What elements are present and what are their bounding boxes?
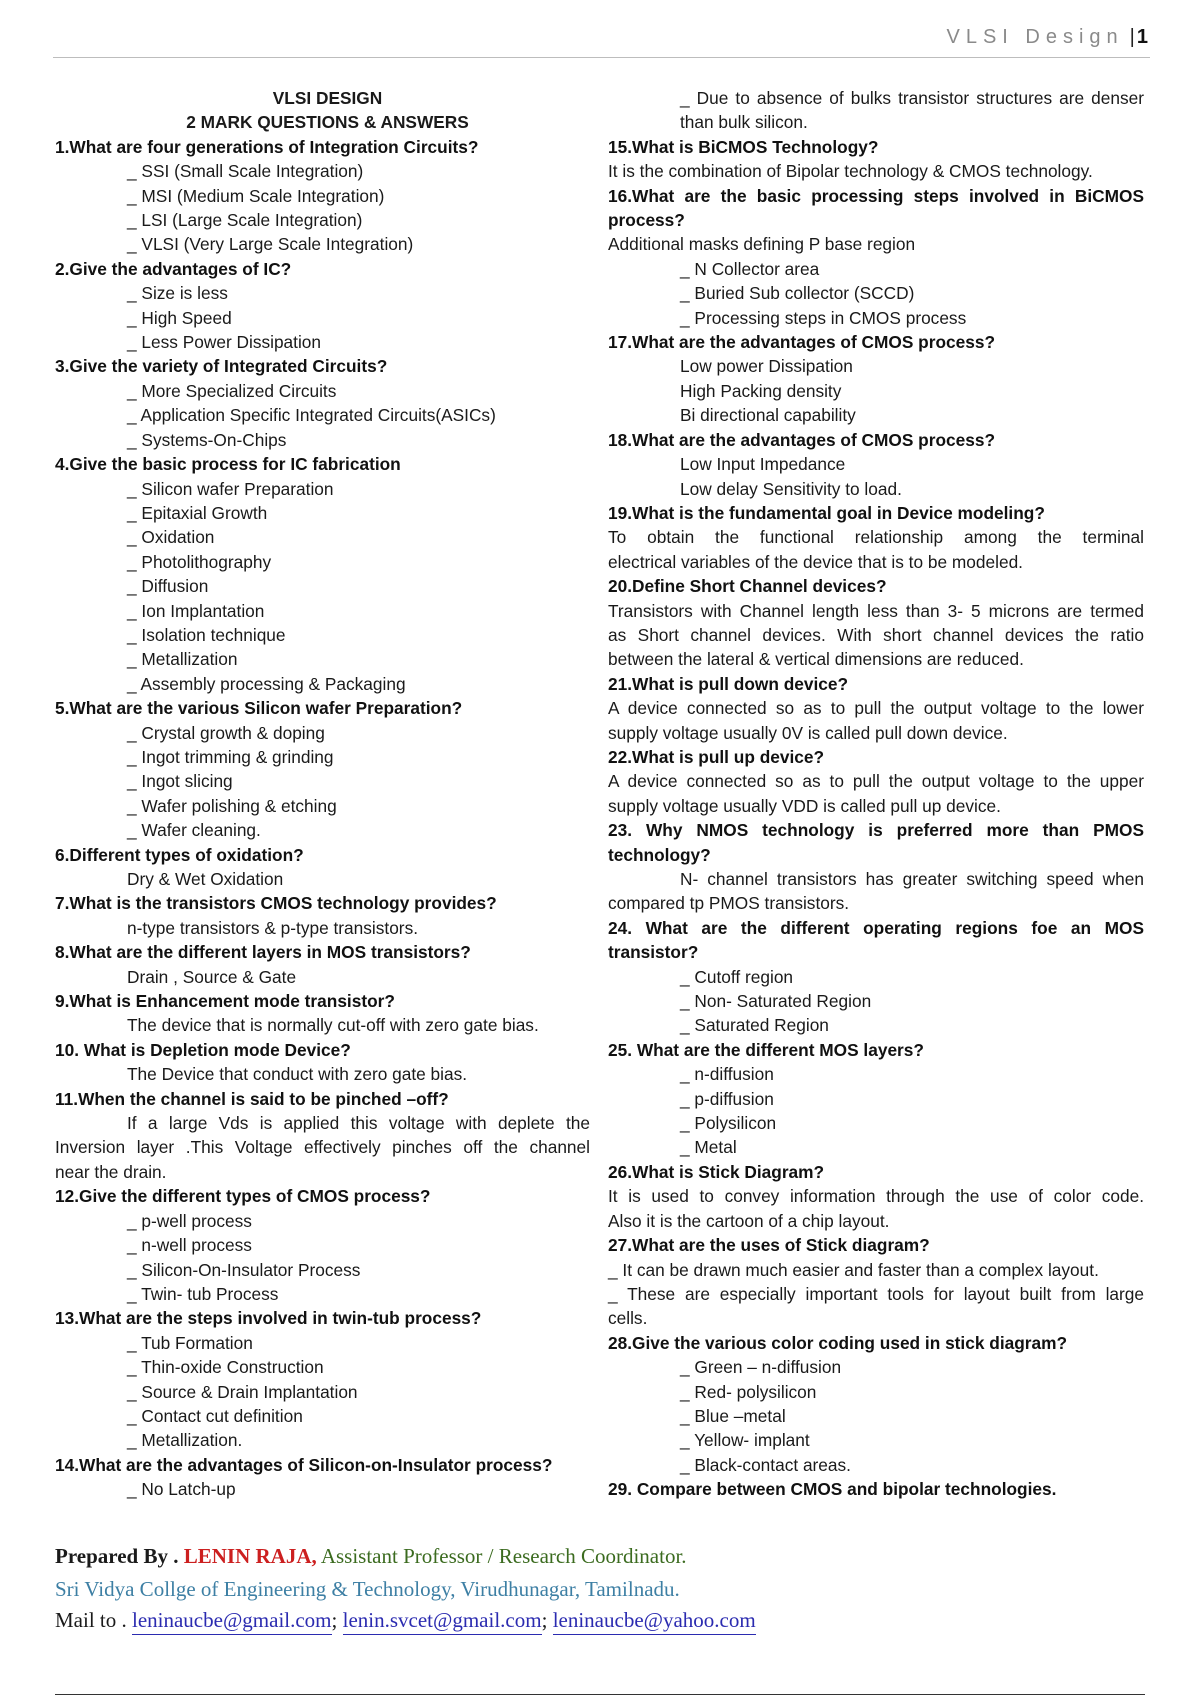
- question-heading: transistor?: [608, 942, 699, 963]
- question-heading: 6.Different types of oxidation?: [55, 844, 304, 865]
- bullet-item: _ Metallization.: [127, 1430, 243, 1451]
- answer-line: n-type transistors & p-type transistors.: [127, 917, 419, 938]
- answer-line: To obtain the functional relationship among the terminal: [608, 527, 1144, 548]
- email-link-1[interactable]: leninaucbe@gmail.com: [132, 1608, 332, 1635]
- answer-line: High Packing density: [680, 380, 842, 401]
- answer-line: _ It can be drawn much easier and faster than a complex layout.: [608, 1259, 1099, 1280]
- bullet-item: _ Contact cut definition: [127, 1405, 303, 1426]
- question-heading: 15.What is BiCMOS Technology?: [608, 136, 879, 157]
- question-heading: 3.Give the variety of Integrated Circuits?: [55, 356, 388, 377]
- bullet-item: _ n-well process: [127, 1235, 252, 1256]
- answer-line: Inversion layer .This Voltage effectively pinches off the channel: [55, 1137, 590, 1158]
- question-heading: 4.Give the basic process for IC fabrication: [55, 454, 401, 475]
- bullet-item: _ Thin-oxide Construction: [127, 1357, 324, 1378]
- question-heading: 26.What is Stick Diagram?: [608, 1161, 825, 1182]
- bullet-item: _ SSI (Small Scale Integration): [127, 161, 364, 182]
- bullet-item: _ Processing steps in CMOS process: [680, 307, 967, 328]
- question-heading: process?: [608, 210, 685, 231]
- email-link-3[interactable]: leninaucbe@yahoo.com: [553, 1608, 756, 1635]
- answer-line: A device connected so as to pull the output voltage to the lower: [608, 698, 1144, 719]
- bullet-item: _ p-well process: [127, 1210, 252, 1231]
- question-heading: 23. Why NMOS technology is preferred more than PMOS: [608, 820, 1144, 841]
- answer-line: supply voltage usually VDD is called pull up device.: [608, 795, 1001, 816]
- bullet-item: _ Red- polysilicon: [680, 1381, 817, 1402]
- bullet-item: _ Assembly processing & Packaging: [127, 673, 406, 694]
- question-heading: 17.What are the advantages of CMOS process?: [608, 332, 996, 353]
- question-heading: 14.What are the advantages of Silicon-on-Insulator process?: [55, 1454, 553, 1475]
- question-heading: 28.Give the various color coding used in stick diagram?: [608, 1332, 1068, 1353]
- question-heading: 22.What is pull up device?: [608, 746, 825, 767]
- footer-prepared-by: [55, 1544, 687, 1569]
- answer-line: It is used to convey information through the use of color code.: [608, 1186, 1144, 1207]
- question-heading: technology?: [608, 844, 711, 865]
- author-role: Assistant Professor / Research Coordinator.: [320, 1544, 687, 1568]
- bullet-item: _ Ingot slicing: [127, 771, 233, 792]
- bullet-item: _ Metal: [680, 1137, 737, 1158]
- bullet-item: _ LSI (Large Scale Integration): [127, 210, 363, 231]
- bullet-item: _ Epitaxial Growth: [127, 502, 268, 523]
- answer-line: Low power Dissipation: [680, 356, 853, 377]
- bullet-item: _ Saturated Region: [680, 1015, 829, 1036]
- bullet-item: _ Silicon-On-Insulator Process: [127, 1259, 361, 1280]
- question-heading: 7.What is the transistors CMOS technology provides?: [55, 893, 497, 914]
- bullet-item: _ Wafer polishing & etching: [127, 795, 337, 816]
- question-heading: 25. What are the different MOS layers?: [608, 1039, 924, 1060]
- bullet-item: _ Metallization: [127, 649, 238, 670]
- question-heading: 13.What are the steps involved in twin-tub process?: [55, 1308, 482, 1329]
- question-heading: 5.What are the various Silicon wafer Preparation?: [55, 698, 463, 719]
- author-name: LENIN RAJA,: [183, 1544, 317, 1568]
- answer-line: cells.: [608, 1308, 648, 1329]
- footer-rule: [55, 1694, 1145, 1695]
- question-heading: 1.What are four generations of Integration Circuits?: [55, 136, 479, 157]
- footer-college: Sri Vidya Collge of Engineering & Technology, Virudhunagar, Tamilnadu.: [55, 1577, 680, 1601]
- question-heading: 19.What is the fundamental goal in Device modeling?: [608, 502, 1045, 523]
- bullet-item: _ Photolithography: [127, 551, 272, 572]
- bullet-item: _ Green – n-diffusion: [680, 1357, 842, 1378]
- bullet-item: _ No Latch-up: [127, 1479, 236, 1500]
- prepared-label: Prepared By .: [55, 1544, 179, 1568]
- answer-line: Transistors with Channel length less than 3- 5 microns are termed: [608, 600, 1144, 621]
- page-number: 1: [1136, 26, 1148, 48]
- question-heading: 18.What are the advantages of CMOS process?: [608, 429, 996, 450]
- question-heading: 10. What is Depletion mode Device?: [55, 1039, 351, 1060]
- question-heading: 2.Give the advantages of IC?: [55, 258, 292, 279]
- question-heading: 29. Compare between CMOS and bipolar technologies.: [608, 1479, 1057, 1500]
- answer-line: Low delay Sensitivity to load.: [680, 478, 902, 499]
- bullet-item: _ Crystal growth & doping: [127, 722, 325, 743]
- answer-line: than bulk silicon.: [680, 112, 808, 133]
- bullet-item: _ Cutoff region: [680, 966, 794, 987]
- bullet-item: _ MSI (Medium Scale Integration): [127, 185, 385, 206]
- answer-line: N- channel transistors has greater switching speed when: [680, 869, 1144, 889]
- bullet-item: _ Less Power Dissipation: [127, 332, 322, 353]
- question-heading: 16.What are the basic processing steps involved in BiCMOS: [608, 185, 1144, 206]
- answer-line: Low Input Impedance: [680, 454, 846, 475]
- bullet-item: _ Black-contact areas.: [680, 1454, 851, 1475]
- answer-line: between the lateral & vertical dimensions are reduced.: [608, 649, 1024, 670]
- left-column: [55, 86, 590, 1502]
- bullet-item: _ Tub Formation: [127, 1332, 253, 1353]
- question-heading: 11.When the channel is said to be pinched –off?: [55, 1088, 449, 1109]
- bullet-item: _ Application Specific Integrated Circuits(ASICs): [127, 405, 496, 426]
- header-title: VLSI Design: [946, 26, 1124, 48]
- answer-line: Drain , Source & Gate: [127, 966, 297, 987]
- answer-line: as Short channel devices. With short channel devices the ratio: [608, 624, 1144, 645]
- answer-line: electrical variables of the device that is to be modeled.: [608, 551, 1023, 572]
- question-heading: 27.What are the uses of Stick diagram?: [608, 1235, 930, 1256]
- bullet-item: _ More Specialized Circuits: [127, 380, 337, 401]
- answer-line: _ These are especially important tools for layout built from large: [608, 1283, 1144, 1304]
- answer-line: Bi directional capability: [680, 405, 856, 426]
- bullet-item: _ N Collector area: [680, 258, 820, 279]
- bullet-item: _ Diffusion: [127, 576, 209, 597]
- bullet-item: _ Due to absence of bulks transistor structures are denser: [680, 88, 1144, 108]
- header-separator: |: [1129, 26, 1137, 48]
- bullet-item: _ High Speed: [127, 307, 232, 328]
- answer-line: A device connected so as to pull the output voltage to the upper: [608, 771, 1144, 792]
- answer-line: Additional masks defining P base region: [608, 234, 916, 255]
- answer-line: compared tp PMOS transistors.: [608, 893, 850, 914]
- answer-line: near the drain.: [55, 1161, 167, 1182]
- footer-mail: Mail to . leninaucbe@gmail.com; lenin.svcet@gmail.com; leninaucbe@yahoo.com: [55, 1608, 756, 1633]
- answer-line: Also it is the cartoon of a chip layout.: [608, 1210, 890, 1231]
- question-heading: 24. What are the different operating regions foe an MOS: [608, 917, 1144, 938]
- question-heading: 9.What is Enhancement mode transistor?: [55, 991, 395, 1012]
- answer-line: The device that is normally cut-off with zero gate bias.: [127, 1015, 539, 1036]
- mail-label: Mail to .: [55, 1608, 127, 1632]
- bullet-item: _ n-diffusion: [680, 1064, 774, 1085]
- document-subtitle: 2 MARK QUESTIONS & ANSWERS: [186, 112, 469, 133]
- question-heading: 20.Define Short Channel devices?: [608, 576, 887, 597]
- bullet-item: _ Ion Implantation: [127, 600, 265, 621]
- document-title: VLSI DESIGN: [272, 88, 383, 108]
- right-column: [608, 86, 1144, 1502]
- answer-line: It is the combination of Bipolar technology & CMOS technology.: [608, 161, 1093, 182]
- bullet-item: _ Oxidation: [127, 527, 215, 548]
- bullet-item: _ Blue –metal: [680, 1405, 786, 1426]
- bullet-item: _ Buried Sub collector (SCCD): [680, 283, 915, 304]
- bullet-item: _ Source & Drain Implantation: [127, 1381, 358, 1402]
- bullet-item: _ Isolation technique: [127, 624, 286, 645]
- bullet-item: _ Twin- tub Process: [127, 1283, 279, 1304]
- bullet-item: _ Wafer cleaning.: [127, 820, 261, 841]
- bullet-item: _ Polysilicon: [680, 1113, 777, 1134]
- email-link-2[interactable]: lenin.svcet@gmail.com: [343, 1608, 542, 1635]
- question-heading: 8.What are the different layers in MOS transistors?: [55, 942, 471, 963]
- bullet-item: _ Systems-On-Chips: [127, 429, 287, 450]
- bullet-item: _ Silicon wafer Preparation: [127, 478, 334, 499]
- answer-line: If a large Vds is applied this voltage with deplete the: [127, 1113, 590, 1134]
- question-heading: 21.What is pull down device?: [608, 673, 849, 694]
- bullet-item: _ Ingot trimming & grinding: [127, 746, 334, 767]
- header-rule: [53, 57, 1150, 58]
- answer-line: supply voltage usually 0V is called pull down device.: [608, 722, 1008, 743]
- bullet-item: _ p-diffusion: [680, 1088, 774, 1109]
- running-header: [947, 26, 1149, 49]
- answer-line: The Device that conduct with zero gate bias.: [127, 1064, 468, 1085]
- bullet-item: _ VLSI (Very Large Scale Integration): [127, 234, 414, 255]
- bullet-item: _ Non- Saturated Region: [680, 991, 872, 1012]
- answer-line: Dry & Wet Oxidation: [127, 869, 284, 889]
- bullet-item: _ Yellow- implant: [680, 1430, 810, 1451]
- bullet-item: _ Size is less: [127, 283, 228, 304]
- question-heading: 12.Give the different types of CMOS process?: [55, 1186, 431, 1207]
